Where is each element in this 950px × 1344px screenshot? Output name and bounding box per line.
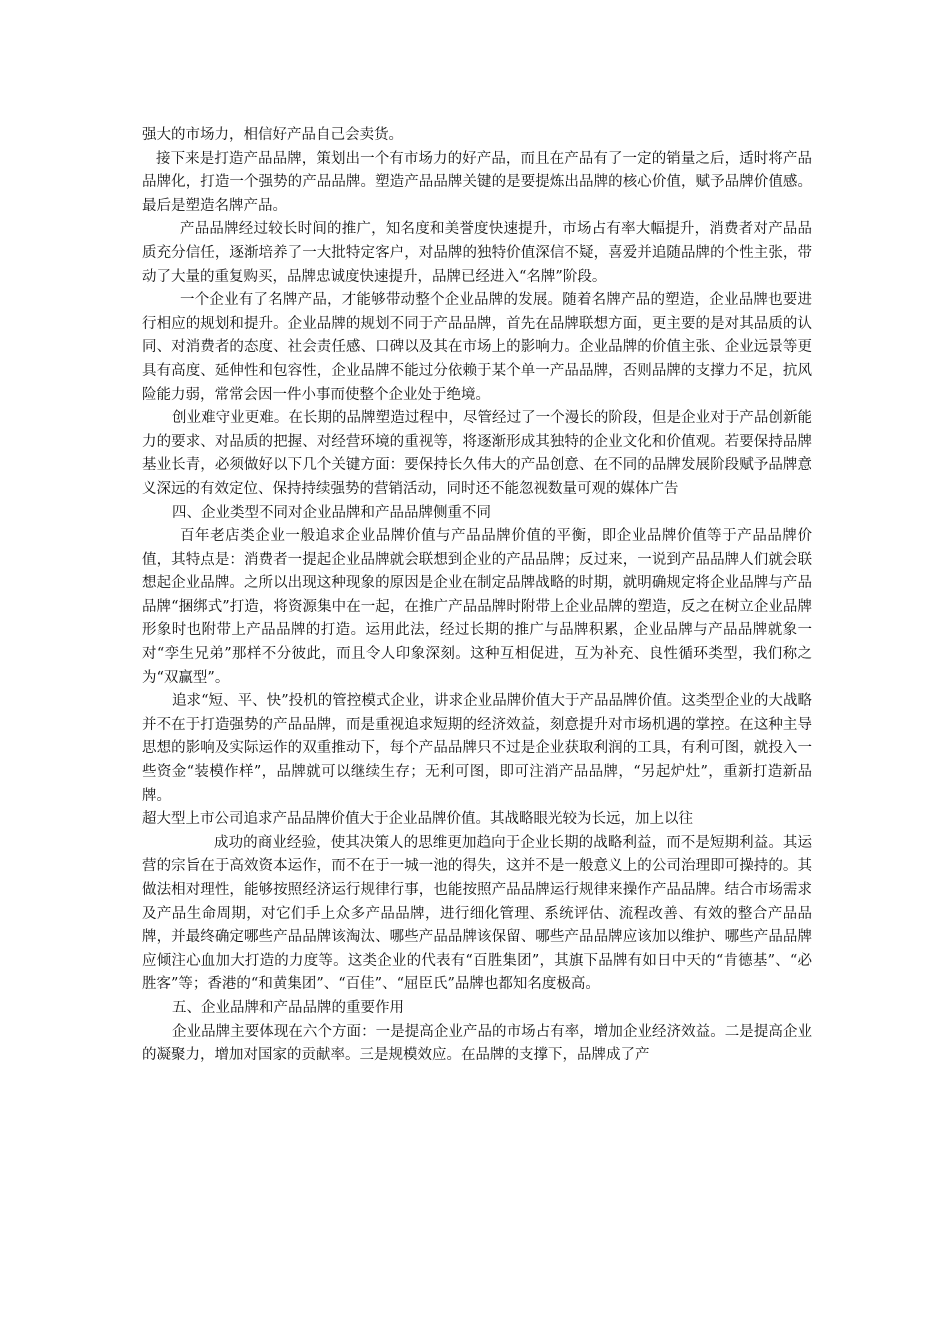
- paragraph-7: 追求“短、平、快”投机的管控模式企业，讲求企业品牌价值大于产品品牌价值。这类型企业的大战略并不在于打造强势的产品品牌，而是重视追求短期的经济效益，刻意提升对市场机遇的掌控。在这种主导思想的影响及实际运作的双重推动下，每个产品品牌只不过是企业获取利润的工具，有利可图，就投入一些资金“装模作样”，品牌就可以继续生存；无利可图，即可注消产品品牌，“另起炉灶”，重新打造新品牌。: [142, 693, 812, 804]
- paragraph-3: 产品品牌经过较长时间的推广，知名度和美誉度快速提升，市场占有率大幅提升，消费者对产品品质充分信任，逐渐培养了一大批特定客户，对品牌的独特价值深信不疑，喜爱并追随品牌的个性主张，带动了大量的重复购买，品牌忠诚度快速提升，品牌已经进入“名牌”阶段。: [142, 221, 812, 285]
- paragraph-4: 一个企业有了名牌产品，才能够带动整个企业品牌的发展。随着名牌产品的塑造，企业品牌也要进行相应的规划和提升。企业品牌的规划不同于产品品牌，首先在品牌联想方面，更主要的是对其品质的认同、对消费者的态度、社会责任感、口碑以及其在市场上的影响力。企业品牌的价值主张、企业远景等更具有高度、延伸性和包容性，企业品牌不能过分依赖于某个单一产品品牌，否则品牌的支撑力不足，抗风险能力弱，常常会因一件小事而使整个企业处于绝境。: [142, 292, 812, 403]
- paragraph-10: 企业品牌主要体现在六个方面：一是提高企业产品的市场占有率，增加企业经济效益。二是提高企业的凝聚力，增加对国家的贡献率。三是规模效应。在品牌的支撑下，品牌成了产: [142, 1023, 812, 1064]
- paragraph-9: 成功的商业经验，使其决策人的思维更加趋向于企业长期的战略利益，而不是短期利益。其运营的宗旨在于高效资本运作，而不在于一城一池的得失，这并不是一般意义上的公司治理即可操持的。其做法相对理性，能够按照经济运行规律行事，也能按照产品品牌运行规律来操作产品品牌。结合市场需求及产品生命周期，对它们手上众多产品品牌，进行细化管理、系统评估、流程改善、有效的整合产品品牌，并最终确定哪些产品品牌该淘汰、哪些产品品牌该保留、哪些产品品牌应该加以维护、哪些产品品牌应倾注心血加大打造的力度等。这类企业的代表有“百胜集团”，其旗下品牌有如日中天的“肯德基”、“必胜客”等；香港的“和黄集团”、“百佳”、“屈臣氏”品牌也都知名度极高。: [142, 834, 812, 993]
- document-body: [142, 124, 812, 1068]
- paragraph-2: 接下来是打造产品品牌，策划出一个有市场力的好产品，而且在产品有了一定的销量之后，适时将产品品牌化，打造一个强势的产品品牌。塑造产品品牌关键的是要提炼出品牌的核心价值，赋予品牌价值感。 最后是塑造名牌产品。: [142, 150, 812, 214]
- paragraph-5: 创业难守业更难。在长期的品牌塑造过程中，尽管经过了一个漫长的阶段，但是企业对于产品创新能力的要求、对品质的把握、对经营环境的重视等，将逐渐形成其独特的企业文化和价值观。若要保持品牌基业长青，必须做好以下几个关键方面：要保持长久伟大的产品创意、在不同的品牌发展阶段赋予品牌意义深远的有效定位、保持持续强势的营销活动，同时还不能忽视数量可观的媒体广告: [142, 410, 812, 497]
- paragraph-8: 超大型上市公司追求产品品牌价值大于企业品牌价值。其战略眼光较为长远，加上以往: [142, 811, 693, 828]
- paragraph-1: 强大的市场力，相信好产品自己会卖货。: [142, 127, 403, 143]
- section-heading-5: 五、企业品牌和产品品牌的重要作用: [172, 999, 404, 1016]
- section-heading-4: 四、企业类型不同对企业品牌和产品品牌侧重不同: [172, 504, 491, 521]
- paragraph-6: 百年老店类企业一般追求企业品牌价值与产品品牌价值的平衡，即企业品牌价值等于产品品牌价值，其特点是：消费者一提起企业品牌就会联想到企业的产品品牌；反过来，一说到产品品牌人们就会联想起企业品牌。之所以出现这种现象的原因是企业在制定品牌战略的时期，就明确规定将企业品牌与产品品牌“捆绑式”打造，将资源集中在一起，在推广产品品牌时附带上企业品牌的塑造，反之在树立企业品牌形象时也附带上产品品牌的打造。运用此法，经过长期的推广与品牌积累，企业品牌与产品品牌就象一对“孪生兄弟”那样不分彼此，而且令人印象深刻。这种互相促进，互为补充、良性循环类型，我们称之为“双赢型”。: [142, 528, 812, 686]
